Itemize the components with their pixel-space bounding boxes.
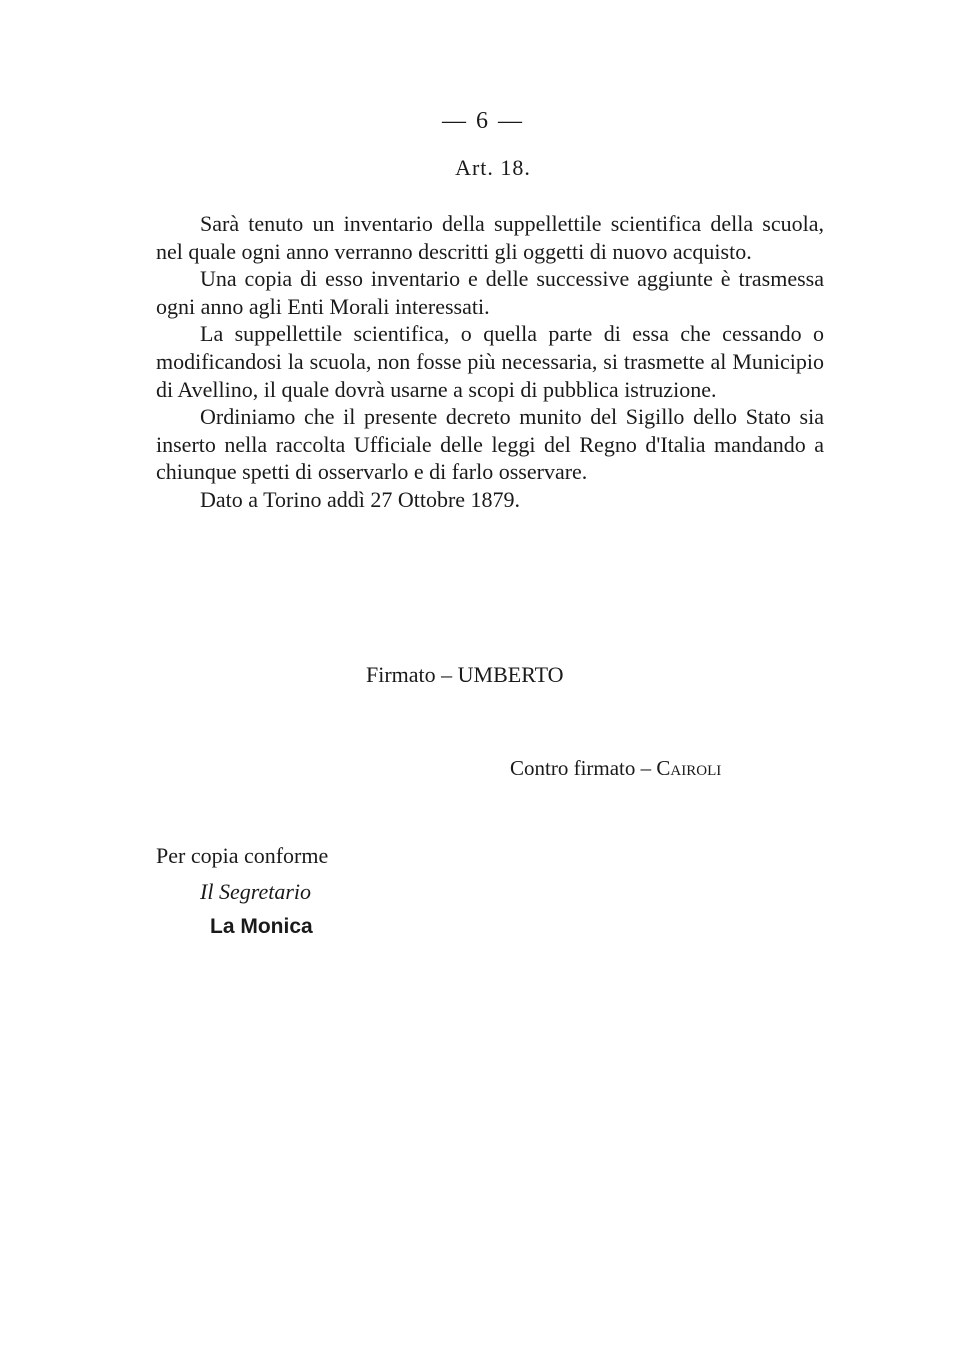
signature-king-name: UMBERTO [457, 662, 564, 687]
signature-king-prefix: Firmato – [366, 662, 458, 687]
paragraph-equipment-transfer: La suppellettile scientifica, o quella parte di essa che cessando o modificandosi la scuola, non fosse più necessaria, si trasmette al Municipio di Avellino, il quale dovrà usarne a scopi di pubblica istruzione. [156, 321, 824, 402]
article-heading: Art. 18. [455, 155, 531, 180]
certified-copy-block [156, 843, 328, 951]
paragraph-date: Dato a Torino addì 27 Ottobre 1879. [200, 486, 521, 512]
article-body [156, 210, 824, 514]
paragraph-inventory: Sarà tenuto un inventario della suppellettile scientifica della scuola, nel quale ogni anno verranno descritti gli oggetti di nuovo acquisto. [156, 211, 824, 264]
secretary-role: Il Segretario [200, 879, 311, 904]
secretary-name: La Monica [210, 915, 313, 938]
certified-copy-label: Per copia conforme [156, 843, 329, 868]
signature-king [366, 662, 564, 688]
signature-countersign-prefix: Contro firmato – [510, 756, 657, 780]
page-number: — 6 — [442, 108, 524, 134]
paragraph-decree-order: Ordiniamo che il presente decreto munito del Sigillo dello Stato sia inserto nella raccolta Ufficiale delle leggi del Regno d'Italia mandando a chiunque spetti di osservarlo e di farlo osservare. [156, 404, 824, 485]
paragraph-copy-transmission: Una copia di esso inventario e delle successive aggiunte è trasmessa ogni anno agli Enti Morali interessati. [156, 266, 824, 319]
signature-countersign-name: Cairoli [656, 756, 722, 780]
signature-countersign [510, 756, 721, 781]
